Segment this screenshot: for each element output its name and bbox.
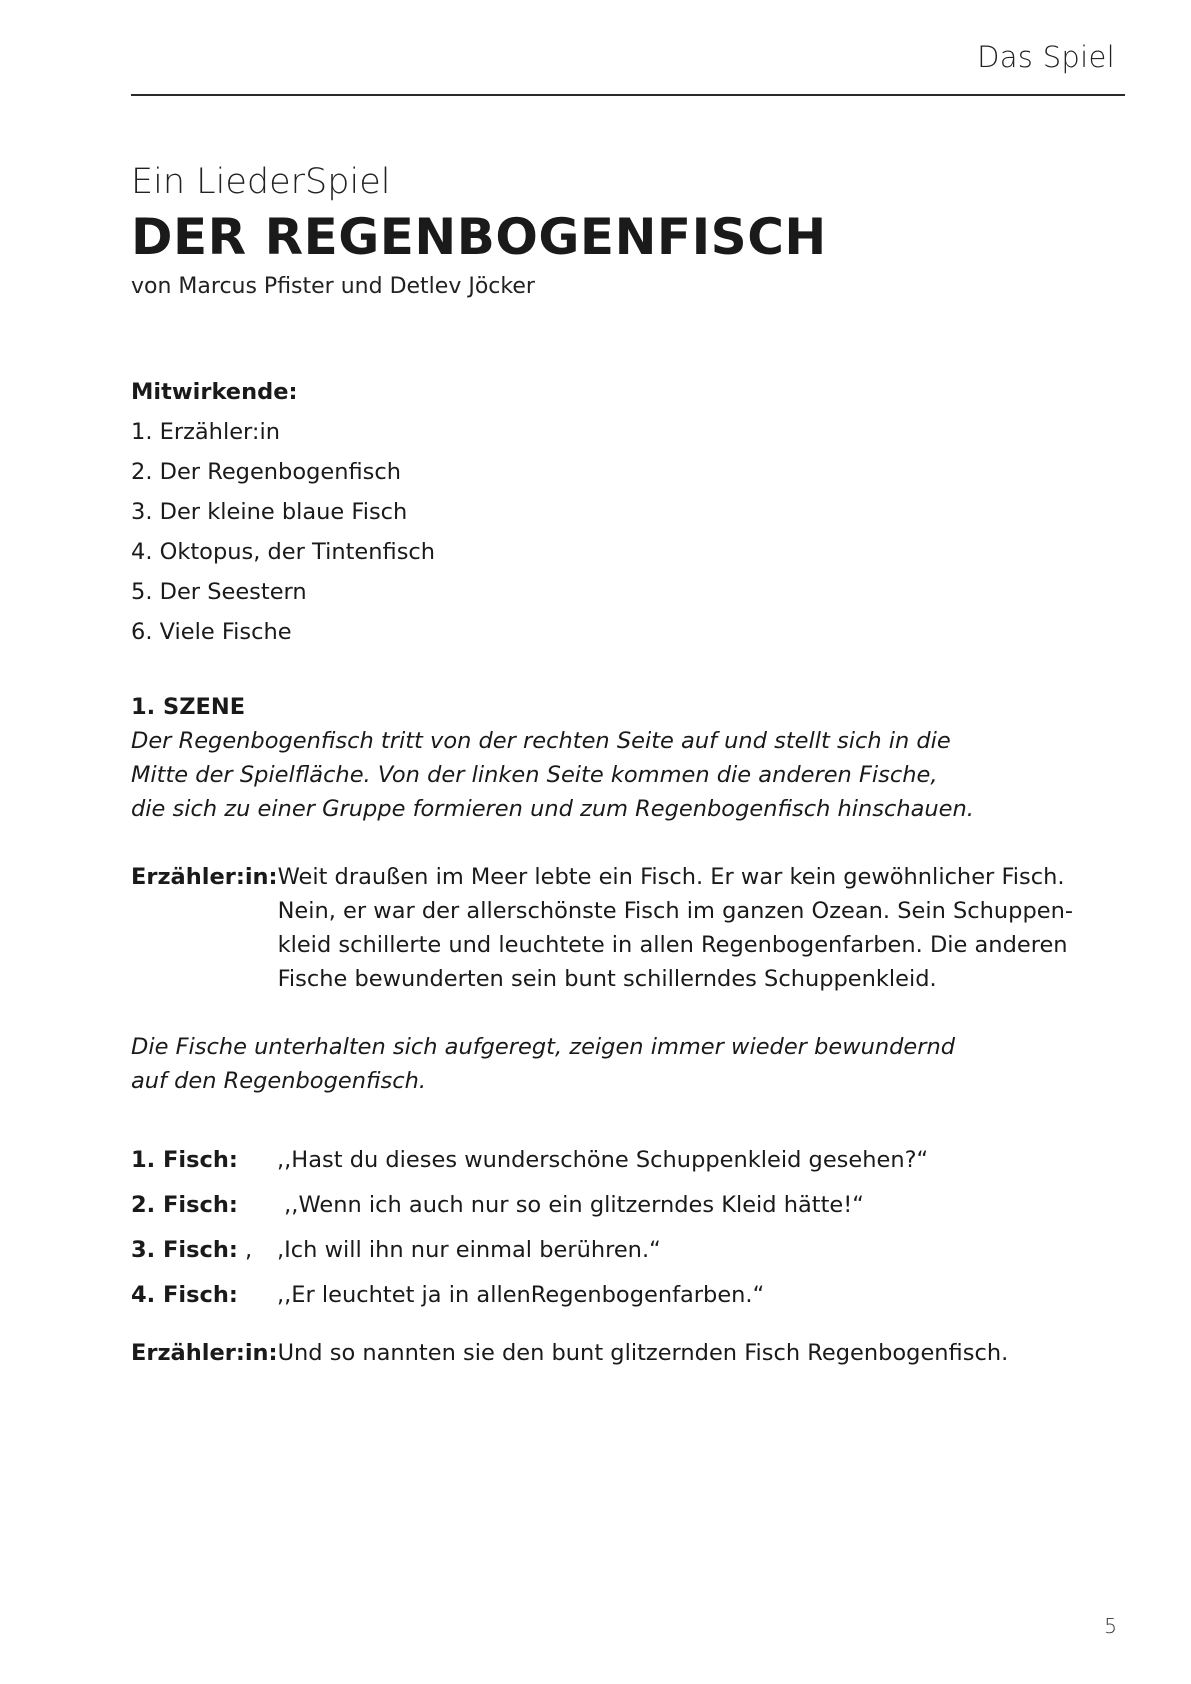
dialogue-quote: ,,Wenn ich auch nur so ein glitzerndes Kleid hätte!“ (277, 1192, 864, 1218)
speaker-name: 1. Fisch: (131, 1147, 238, 1173)
cast-item: 1. Erzähler:in (131, 419, 280, 445)
fish-dialogue (131, 1138, 1121, 1318)
speaker-label (131, 1273, 277, 1318)
play-authors: von Marcus Pfister und Detlev Jöcker (131, 274, 535, 299)
speaker-label (131, 1183, 277, 1228)
play-title: DER REGENBOGENFISCH (131, 208, 827, 266)
dialogue-line (131, 1228, 1121, 1273)
play-subtitle: Ein LiederSpiel (131, 162, 391, 202)
cast-list (131, 412, 1121, 652)
page-content (131, 160, 1121, 1370)
cast-item: 2. Der Regenbogenfisch (131, 459, 401, 485)
dialogue-line (131, 1273, 1121, 1318)
speaker-extra: , (237, 1237, 253, 1263)
speaker-label: Erzähler:in: (131, 1340, 278, 1366)
cast-item: 3. Der kleine blaue Fisch (131, 499, 408, 525)
cast-item: 5. Der Seestern (131, 579, 307, 605)
speech-text: Und so nannten sie den bunt glitzernden Fisch Regenbogenfisch. (277, 1340, 1009, 1366)
stage-direction: Der Regenbogenfisch tritt von der rechten Seite auf und stellt sich in die Mitte der Spielfläche. Von der linken Seite kommen die anderen Fische, die sich zu einer Gruppe formieren und zum Regenbogenfisch hinschauen. (131, 728, 974, 822)
speaker-name: 3. Fisch: (131, 1237, 238, 1263)
scene-heading: 1. SZENE (131, 694, 246, 720)
scene-1 (131, 690, 1121, 1370)
dialogue-line (131, 1183, 1121, 1228)
page-number: 5 (1104, 1614, 1117, 1638)
dialogue-quote: ,,Hast du dieses wunderschöne Schuppenkleid gesehen?“ (277, 1147, 929, 1173)
cast-item: 6. Viele Fische (131, 619, 292, 645)
cast-heading: Mitwirkende: (131, 379, 298, 405)
speech-text: Weit draußen im Meer lebte ein Fisch. Er war kein gewöhnlicher Fisch. Nein, er war der allerschönste Fisch im ganzen Ozean. Sein Schuppen- kleid schillerte und leuchtete in allen Regenbogenfarben. Die anderen Fische bewunderten sein bunt schillerndes Schuppenkleid. (277, 864, 1073, 992)
dialogue-quote: ,Ich will ihn nur einmal berühren.“ (277, 1237, 661, 1263)
stage-direction: Die Fische unterhalten sich aufgeregt, zeigen immer wieder bewundernd auf den Regenbogenfisch. (131, 1034, 956, 1094)
header-divider (131, 94, 1125, 96)
dialogue-line (131, 1138, 1121, 1183)
running-header: Das Spiel (977, 40, 1115, 74)
speaker-name: 4. Fisch: (131, 1282, 238, 1308)
speaker-label (131, 1228, 277, 1273)
speaker-label: Erzähler:in: (131, 864, 278, 890)
narrator-speech (131, 1336, 1121, 1370)
speaker-name: 2. Fisch: (131, 1192, 238, 1218)
narrator-speech (131, 860, 1121, 996)
cast-item: 4. Oktopus, der Tintenfisch (131, 539, 436, 565)
speaker-label (131, 1138, 277, 1183)
cast-section (131, 372, 1121, 652)
dialogue-quote: ,,Er leuchtet ja in allenRegenbogenfarben.“ (277, 1282, 765, 1308)
